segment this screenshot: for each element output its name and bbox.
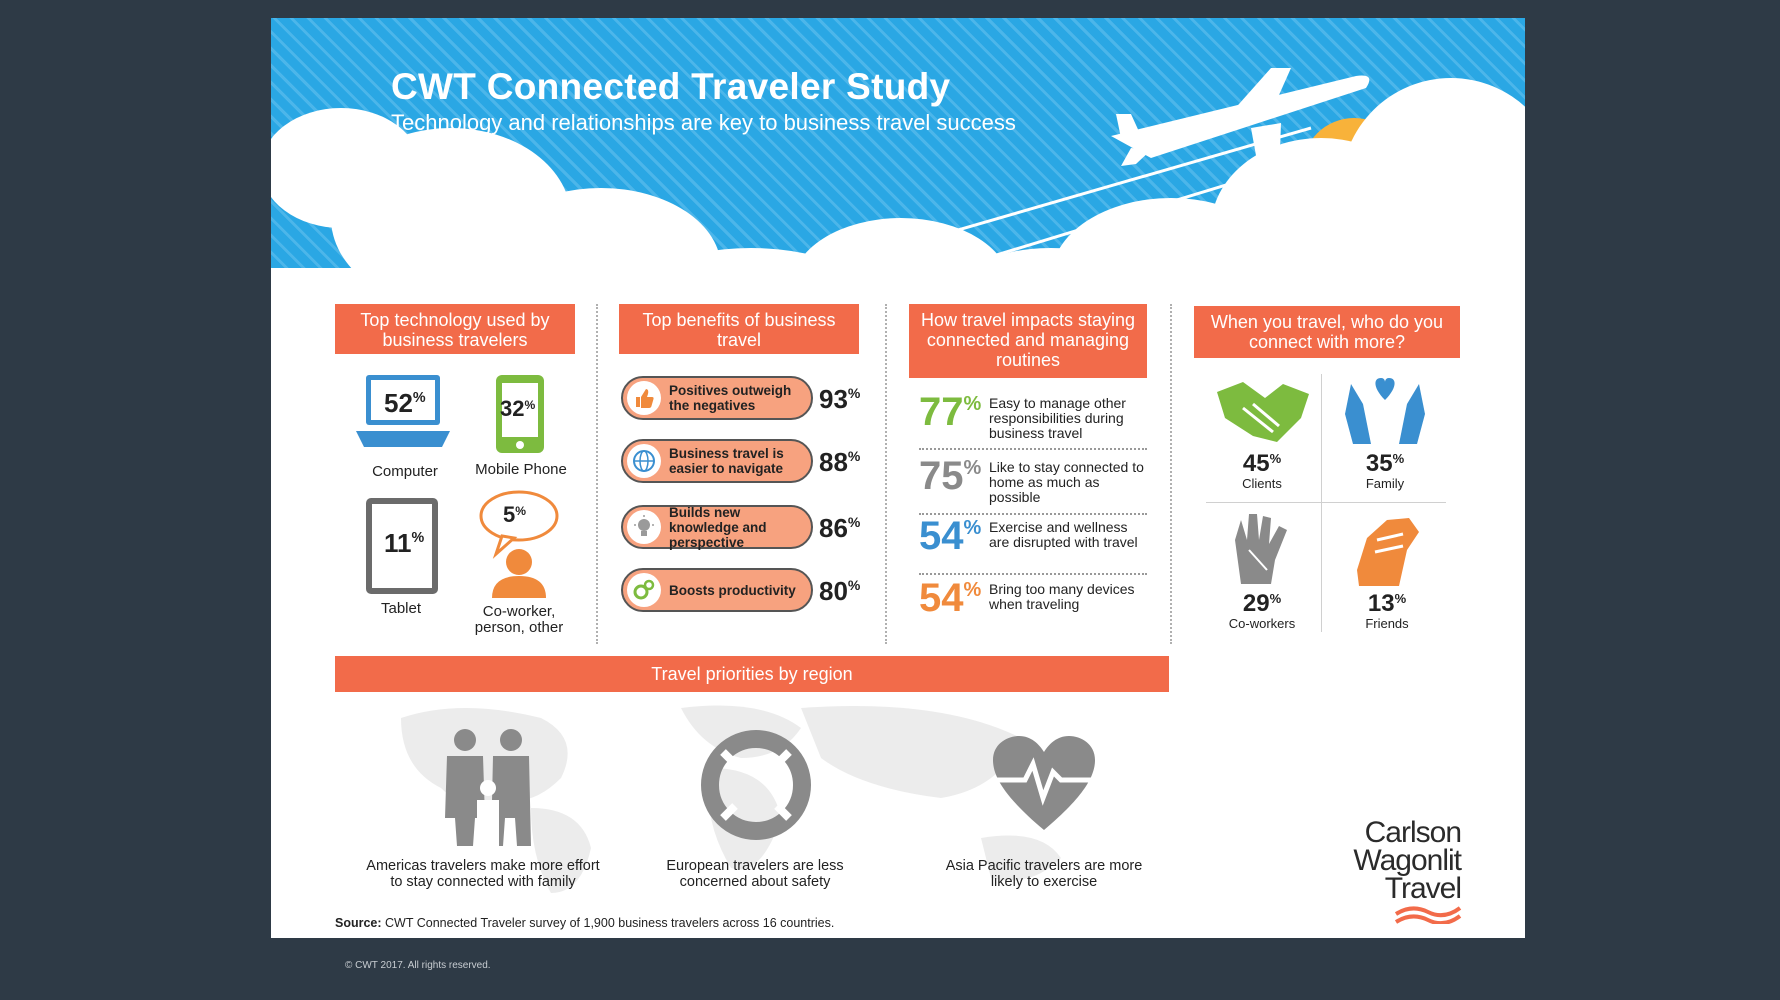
- impact-separator: [919, 448, 1147, 450]
- tech-computer-pct: 52%: [384, 388, 426, 418]
- region-americas-text: Americas travelers make more effort to stay connected with family: [366, 858, 600, 890]
- impact-text: Easy to manage other responsibilities during business travel: [989, 395, 1126, 441]
- tech-phone-pct: 32%: [500, 396, 536, 421]
- connect-pct: 45%: [1242, 450, 1282, 477]
- impact-pct: 54%: [919, 514, 982, 558]
- tech-tablet-label: Tablet: [380, 600, 422, 617]
- benefit-pct: 86%: [819, 513, 861, 543]
- source-note: Source: CWT Connected Traveler survey of 1,900 business travelers across 16 countries.: [335, 916, 835, 930]
- logo-swoosh-icon: [1394, 904, 1462, 924]
- connect-pct: 13%: [1367, 590, 1407, 617]
- benefit-pct: 93%: [819, 384, 861, 414]
- lightbulb-icon: [627, 510, 661, 544]
- benefits-header: Top benefits of business travel: [619, 304, 859, 354]
- region-asia-pacific-text: Asia Pacific travelers are more likely to exercise: [945, 858, 1143, 890]
- impact-pct: 54%: [919, 576, 982, 620]
- grid-divider-vertical: [1321, 374, 1322, 632]
- page-subtitle: Technology and relationships are key to business travel success: [391, 110, 1016, 135]
- gears-icon: [627, 573, 661, 607]
- lifebuoy-icon: [701, 730, 811, 840]
- tech-phone-label: Mobile Phone: [475, 461, 567, 478]
- hand-clasp-icon: [1347, 510, 1427, 588]
- connect-pct: 29%: [1242, 590, 1282, 617]
- benefit-pill: Builds new knowledge and perspective: [621, 505, 813, 549]
- tech-tablet-pct: 11%: [384, 528, 425, 558]
- logo-line-travel: Travel: [1384, 872, 1461, 905]
- benefit-pct: 88%: [819, 447, 861, 477]
- column-divider: [596, 304, 598, 644]
- handshake-icon: [1213, 378, 1313, 448]
- region-europe-text: European travelers are less concerned about safety: [666, 858, 844, 890]
- impact-pct: 77%: [919, 390, 982, 434]
- grid-divider-horizontal: [1206, 502, 1446, 503]
- benefit-pct: 80%: [819, 576, 861, 606]
- benefit-pill: Business travel is easier to navigate: [621, 439, 813, 483]
- connect-label: Friends: [1365, 616, 1409, 631]
- globe-icon: [627, 444, 661, 478]
- hands-together-icon: [1227, 510, 1297, 586]
- benefit-pill: Positives outweigh the negatives: [621, 376, 813, 420]
- tech-computer-label: Computer: [372, 463, 438, 480]
- tech-header: Top technology used by business travelers: [335, 304, 575, 354]
- thumbs-up-icon: [627, 381, 661, 415]
- connect-label: Family: [1365, 476, 1405, 491]
- footer-bar: [271, 938, 1525, 994]
- impact-separator: [919, 573, 1147, 575]
- impacts-header: How travel impacts staying connected and managing routines: [909, 304, 1147, 378]
- column-divider: [885, 304, 887, 644]
- tech-coworker-pct: 5%: [503, 502, 527, 527]
- regions-header: Travel priorities by region: [335, 656, 1169, 692]
- column-divider: [1170, 304, 1172, 644]
- family-icon: [439, 728, 539, 848]
- connect-label: Co-workers: [1228, 616, 1296, 631]
- impact-text: Like to stay connected to home as much as possible: [989, 459, 1144, 505]
- page-title: CWT Connected Traveler Study: [391, 66, 951, 107]
- hands-heart-icon: [1343, 374, 1427, 448]
- infographic-card: [271, 18, 1525, 994]
- impact-text: Bring too many devices when traveling: [989, 581, 1135, 612]
- benefit-pill: Boosts productivity: [621, 568, 813, 612]
- connect-pct: 35%: [1365, 450, 1405, 477]
- logo-line-carlson: Carlson: [1364, 816, 1461, 849]
- logo-line-wagonlit: Wagonlit: [1353, 844, 1461, 877]
- copyright-text: © CWT 2017. All rights reserved.: [345, 960, 491, 971]
- impact-pct: 75%: [919, 454, 982, 498]
- connect-header: When you travel, who do you connect with more?: [1194, 306, 1460, 358]
- tech-coworker-label: Co-worker, person, other: [474, 603, 564, 636]
- heartbeat-icon: [991, 734, 1097, 834]
- impact-text: Exercise and wellness are disrupted with travel: [989, 519, 1138, 550]
- connect-label: Clients: [1242, 476, 1282, 491]
